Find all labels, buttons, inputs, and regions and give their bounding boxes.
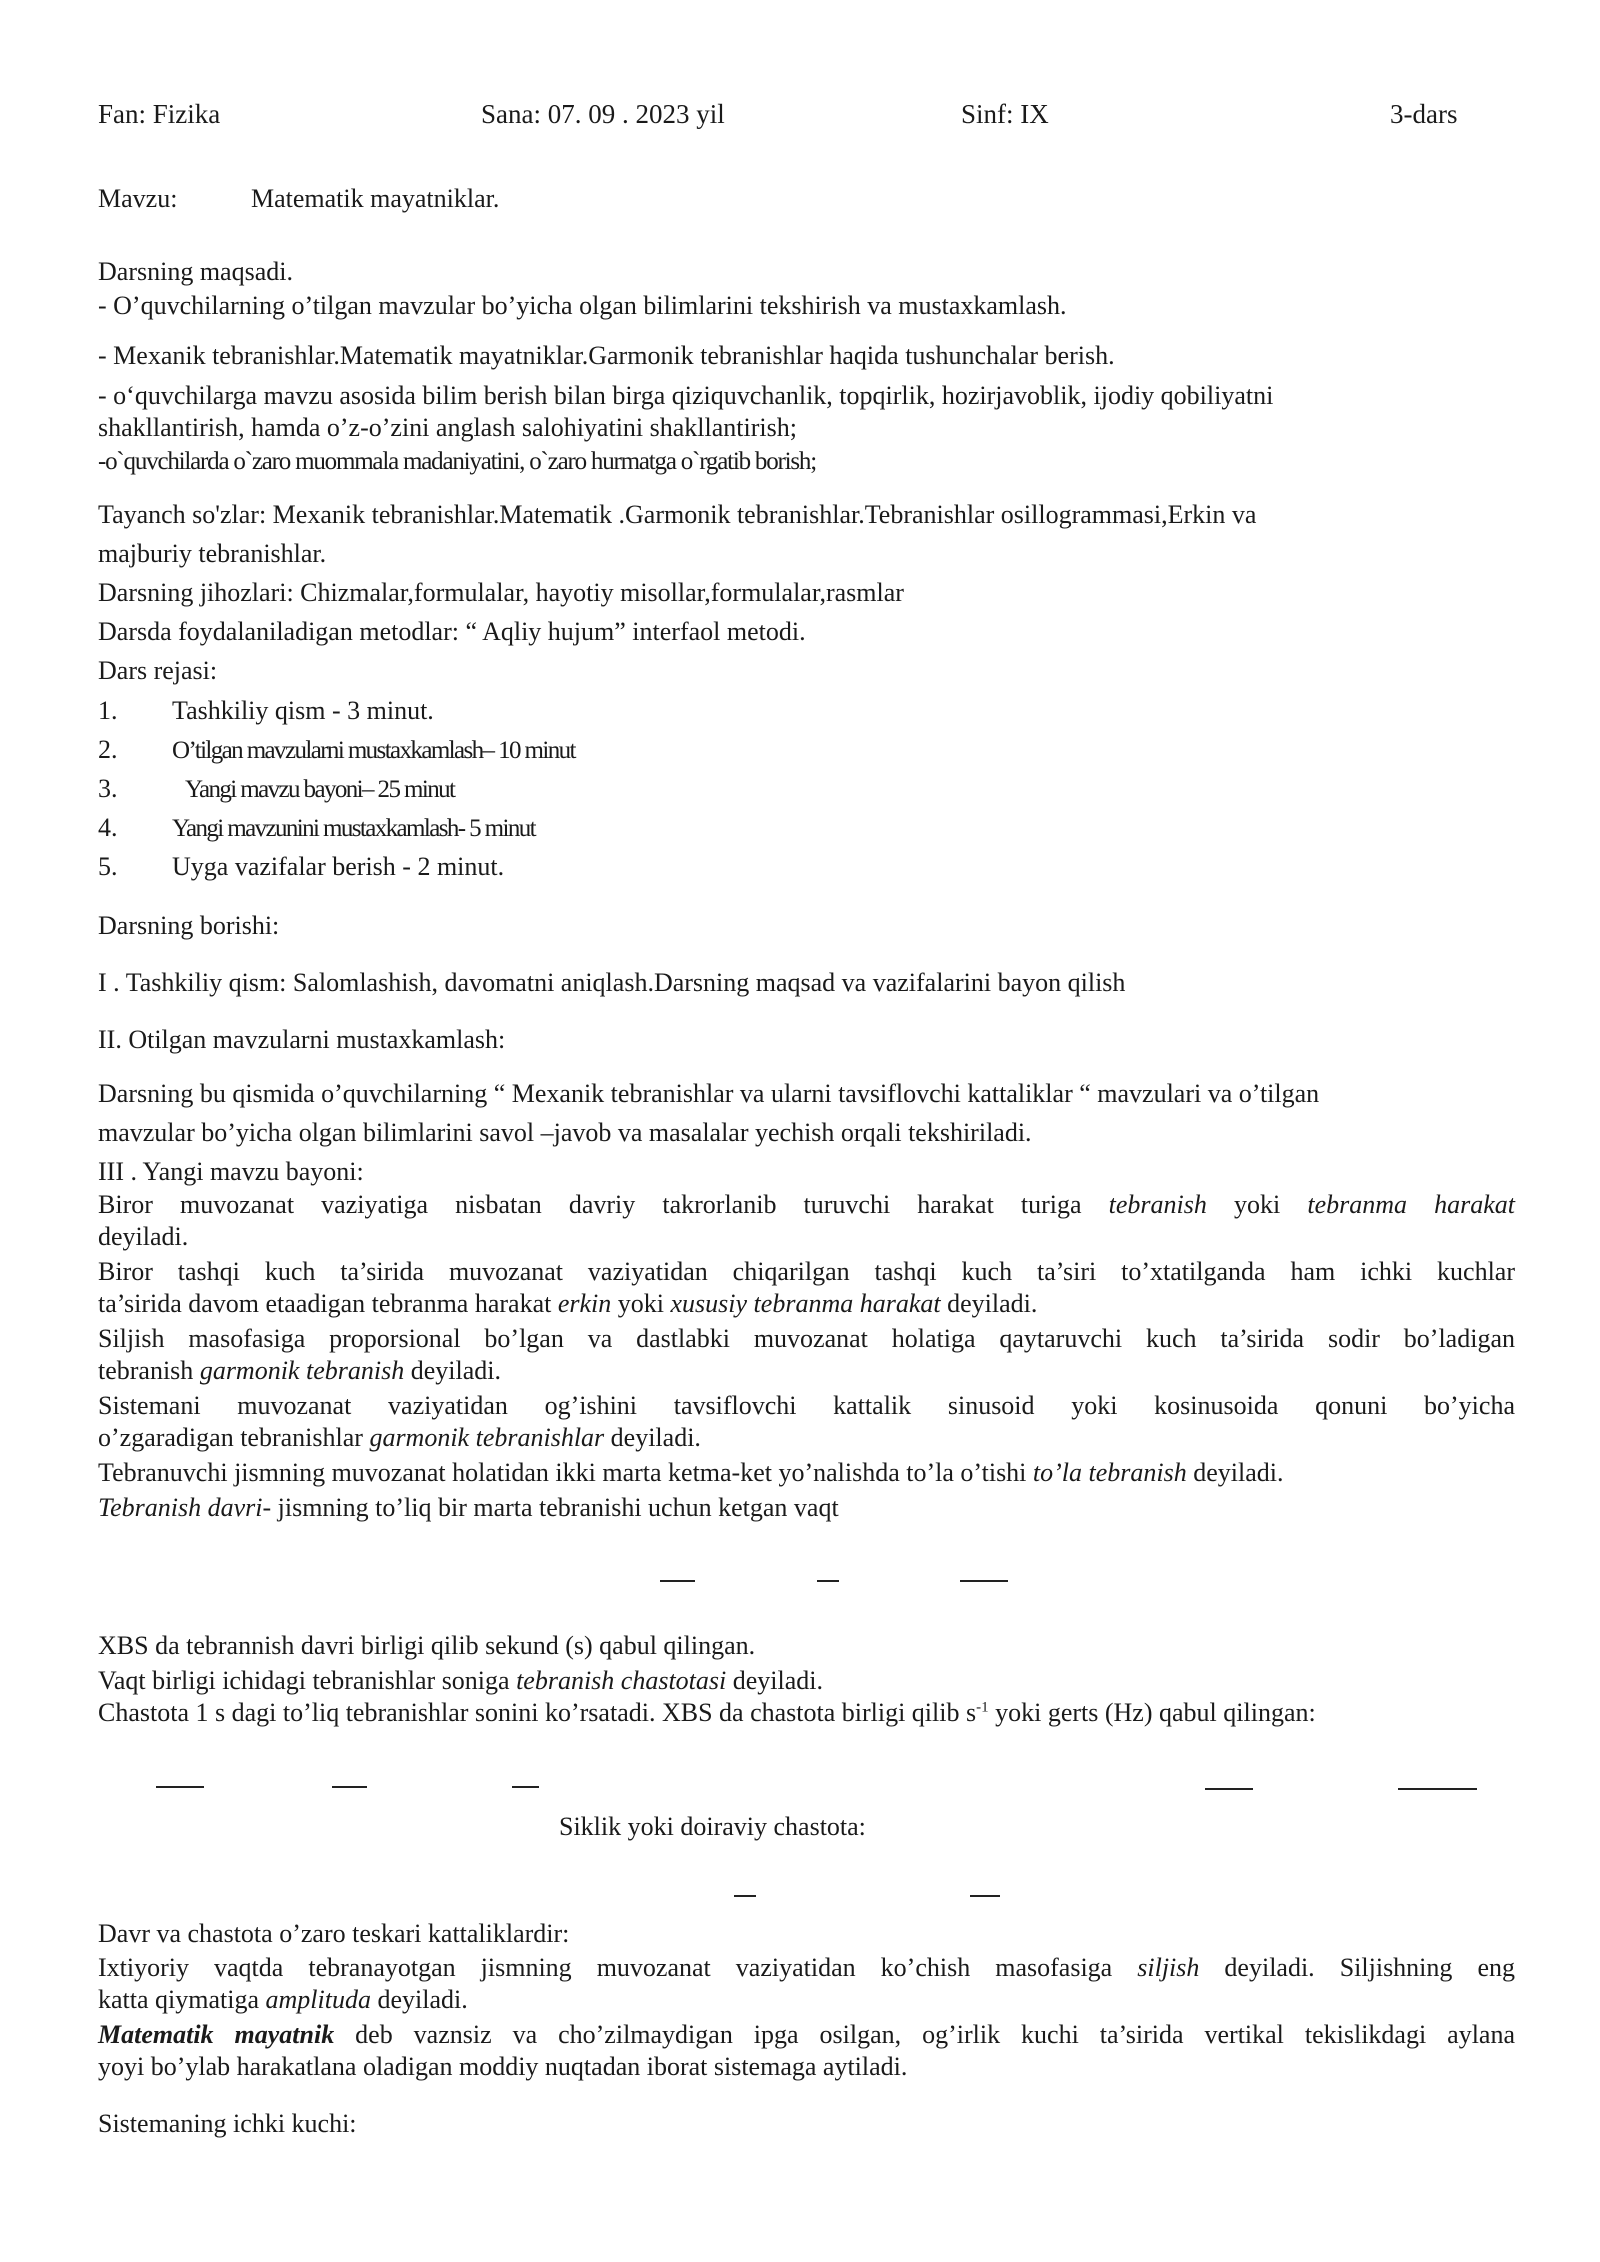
formula-fraction-bar (817, 1580, 839, 1582)
topic-value: Matematik mayatniklar. (251, 184, 500, 213)
text-run: yoki (1206, 1190, 1308, 1219)
term-italic: tebranish chastotasi (516, 1666, 727, 1695)
text-run: Biror muvozanat vaziyatiga nisbatan davriy takrorlanib turuvchi harakat turiga (98, 1190, 1109, 1219)
term-italic: garmonik tebranish (199, 1356, 405, 1385)
goal-item: shakllantirish, hamda o’z-o’zini anglash salohiyatini shakllantirish; (98, 413, 797, 442)
term-italic: amplituda (265, 1985, 371, 2014)
superscript: -1 (976, 1699, 989, 1716)
paragraph-line: Biror tashqi kuch ta’sirida muvozanat vaziyatidan chiqarilgan tashqi kuch ta’siri to’xtatilganda ham ichki kuchlar (98, 1257, 1515, 1286)
term-italic: siljish (1137, 1953, 1200, 1982)
plan-item-number: 4. (98, 813, 118, 842)
text-run: deyiladi. (370, 1985, 468, 2014)
plan-item (98, 773, 454, 806)
paragraph-line (98, 1984, 468, 2016)
term-italic: xususiy tebranma harakat (670, 1289, 941, 1318)
plan-item-number: 1. (98, 696, 118, 725)
formula-fraction-bar (970, 1895, 1000, 1897)
text-run: deyiladi. (404, 1356, 501, 1385)
term-italic: garmonik tebranishlar (369, 1423, 605, 1452)
term-italic: Tebranish davri- (98, 1493, 272, 1522)
subject-label: Fan: Fizika (98, 99, 221, 129)
plan-item (98, 851, 504, 883)
paragraph-line (98, 1492, 839, 1524)
text-run: Ixtiyoriy vaqtda tebranayotgan jismning muvozanat vaziyatidan ko’chish masofasiga (98, 1953, 1138, 1982)
paragraph-line (98, 1288, 1037, 1320)
text-run: jismning to’liq bir marta tebranishi uchun ketgan vaqt (271, 1493, 839, 1522)
text-run: tebranish (98, 1356, 200, 1385)
keywords-line: majburiy tebranishlar. (98, 539, 327, 568)
plan-item-text: Yangi mavzu bayoni– 25 minut (172, 776, 455, 803)
lesson-number: 3-dars (1390, 99, 1458, 129)
text-run: deyiladi. Siljishning eng (1199, 1953, 1515, 1982)
topic-label: Mavzu: (98, 184, 178, 213)
paragraph-line: mavzular bo’yicha olgan bilimlarini savol –javob va masalalar yechish orqali tekshiriladi. (98, 1118, 1032, 1147)
term-italic: erkin (557, 1289, 612, 1318)
text-run: Vaqt birligi ichidagi tebranishlar soniga (98, 1666, 517, 1695)
date-label: Sana: 07. 09 . 2023 yil (481, 99, 725, 129)
term-bold-italic: Matematik mayatnik (98, 2020, 335, 2049)
paragraph-line: Sistemaning ichki kuchi: (98, 2109, 357, 2138)
formula-fraction-bar (960, 1580, 1008, 1582)
goal-item: - Mexanik tebranishlar.Matematik mayatniklar.Garmonik tebranishlar haqida tushunchalar berish. (98, 341, 1115, 370)
text-run: ta’sirida davom etaadigan tebranma harakat (98, 1289, 558, 1318)
equipment-line: Darsning jihozlari: Chizmalar,formulalar, hayotiy misollar,formulalar,rasmlar (98, 578, 904, 607)
paragraph-line: Darsning bu qismida o’quvchilarning “ Mexanik tebranishlar va ularni tavsiflovchi kattaliklar “ mavzulari va o’tilgan (98, 1079, 1320, 1108)
plan-item-text: Tashkiliy qism - 3 minut. (172, 696, 434, 725)
document-page (98, 0, 1515, 2262)
text-run: deb vaznsiz va cho’zilmaydigan ipga osilgan, og’irlik kuchi ta’sirida vertikal tekislikdagi aylana (334, 2020, 1515, 2049)
plan-item-number: 2. (98, 735, 118, 764)
text-run: deyiladi. (726, 1666, 824, 1695)
paragraph-line (98, 1697, 1316, 1729)
term-italic: to’la tebranish (1032, 1458, 1187, 1487)
term-italic: tebranish (1108, 1190, 1207, 1219)
formula-fraction-bar (1205, 1788, 1253, 1790)
term-italic: tebranma harakat (1307, 1190, 1515, 1219)
plan-item-number: 5. (98, 852, 118, 881)
text-run: yoki gerts (Hz) qabul qilingan: (988, 1698, 1316, 1727)
paragraph-line: Siljish masofasiga proporsional bo’lgan va dastlabki muvozanat holatiga qaytaruvchi kuch ta’sirida sodir bo’ladigan (98, 1324, 1515, 1353)
plan-item-text: Yangi mavzunini mustaxkamlash- 5 minut (172, 815, 536, 842)
paragraph-line: deyiladi. (98, 1222, 189, 1251)
plan-item-text: O’tilgan mavzularni mustaxkamlash– 10 minut (172, 737, 575, 764)
lesson-process-title: Darsning borishi: (98, 911, 280, 940)
text-run: Chastota 1 s dagi to’liq tebranishlar sonini ko’rsatadi. XBS da chastota birligi qilib s (98, 1698, 977, 1727)
plan-item-text: Uyga vazifalar berish - 2 minut. (172, 852, 505, 881)
paragraph-line: yoyi bo’ylab harakatlana oladigan moddiy nuqtadan iborat sistemaga aytiladi. (98, 2052, 908, 2081)
goal-item: -o`quvchilarda o`zaro muommala madaniyatini, o`zaro hurmatga o`rgatib borish; (98, 448, 816, 475)
formula-fraction-bar (1398, 1788, 1477, 1790)
grade-label: Sinf: IX (961, 99, 1049, 129)
goal-item: - O’quvchilarning o’tilgan mavzular bo’yicha olgan bilimlarini tekshirish va mustaxkamlash. (98, 291, 1067, 320)
text-run: yoki (611, 1289, 671, 1318)
paragraph-line (98, 1189, 1515, 1221)
formula-fraction-bar (734, 1895, 756, 1897)
plan-title: Dars rejasi: (98, 656, 218, 685)
section-heading: II. Otilgan mavzularni mustaxkamlash: (98, 1025, 506, 1054)
paragraph-line (98, 1665, 823, 1697)
text-run: deyiladi. (604, 1423, 701, 1452)
paragraph-line (98, 1952, 1515, 1984)
goal-item: - o‘quvchilarga mavzu asosida bilim berish bilan birga qiziquvchanlik, topqirlik, hozirjavoblik, ijodiy qobiliyatni (98, 381, 1274, 410)
plan-item (98, 734, 575, 767)
methods-line: Darsda foydalaniladigan metodlar: “ Aqliy hujum” interfaol metodi. (98, 617, 806, 646)
section-heading: III . Yangi mavzu bayoni: (98, 1157, 364, 1186)
goals-title: Darsning maqsadi. (98, 257, 293, 286)
plan-item (98, 812, 535, 845)
text-run: deyiladi. (1186, 1458, 1284, 1487)
text-run: o’zgaradigan tebranishlar (98, 1423, 370, 1452)
text-run: katta qiymatiga (98, 1985, 266, 2014)
formula-fraction-bar (512, 1786, 539, 1788)
formula-fraction-bar (660, 1580, 695, 1582)
formula-fraction-bar (332, 1786, 367, 1788)
paragraph-line: Sistemani muvozanat vaziyatidan og’ishini tavsiflovchi kattalik sinusoid yoki kosinusoida qonuni bo’yicha (98, 1391, 1515, 1420)
paragraph-line (98, 1355, 501, 1387)
paragraph-line: XBS da tebrannish davri birligi qilib sekund (s) qabul qilingan. (98, 1631, 756, 1660)
formula-fraction-bar (156, 1786, 204, 1788)
text-run: Tebranuvchi jismning muvozanat holatidan ikki marta ketma-ket yo’nalishda to’la o’tishi (98, 1458, 1033, 1487)
paragraph-line: Davr va chastota o’zaro teskari kattaliklardir: (98, 1919, 570, 1948)
paragraph-line (98, 1422, 701, 1454)
plan-item-number: 3. (98, 774, 118, 803)
paragraph-line (98, 2019, 1515, 2051)
subheading-line: Siklik yoki doiraviy chastota: (559, 1812, 866, 1841)
paragraph-line (98, 1457, 1284, 1489)
keywords-line: Tayanch so'zlar: Mexanik tebranishlar.Matematik .Garmonik tebranishlar.Tebranishlar osillogrammasi,Erkin va (98, 500, 1257, 529)
plan-item (98, 695, 434, 727)
text-run: deyiladi. (940, 1289, 1038, 1318)
section-heading: I . Tashkiliy qism: Salomlashish, davomatni aniqlash.Darsning maqsad va vazifalarini bayon qilish (98, 968, 1126, 997)
